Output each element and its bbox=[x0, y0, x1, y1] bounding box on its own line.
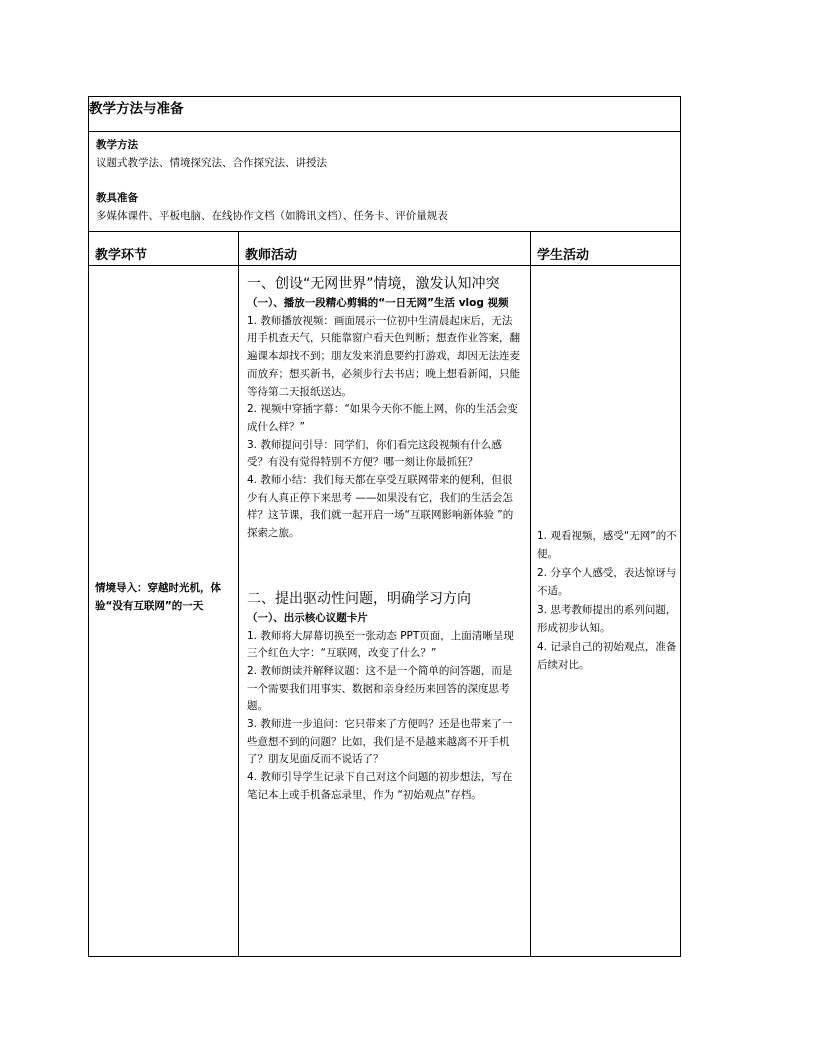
section-title: 教学方法与准备 bbox=[89, 97, 681, 132]
stage-cell bbox=[89, 266, 239, 957]
student-activity-cell bbox=[531, 266, 681, 957]
student-item: 3. 思考教师提出的系列问题，形成初步认知。 bbox=[537, 604, 677, 634]
part1-item: 4. 教师小结：我们每天都在享受互联网带来的便利，但很少有人真正停下来思考 ——如果没有它，我们的生活会怎样？这节课，我们就一起开启一场“互联网影响新体验 ”的探索之旅。 bbox=[247, 474, 514, 540]
methods-text: 议题式教学法、情境探究法、合作探究法、讲授法 bbox=[96, 157, 327, 169]
part2-title: 二、提出驱动性问题，明确学习方向 bbox=[247, 590, 471, 607]
part2-item: 3. 教师进一步追问：它只带来了方便吗？还是也带来了一些意想不到的问题？比如，我们是不是越来越离不开手机了？朋友见面反而不说话了？ bbox=[247, 718, 513, 766]
column-header-student: 学生活动 bbox=[531, 232, 681, 266]
student-item: 4. 记录自己的初始观点，准备后续对比。 bbox=[537, 641, 677, 671]
column-header-stage: 教学环节 bbox=[89, 232, 239, 266]
part1-item: 3. 教师提问引导：同学们，你们看完这段视频有什么感受？有没有觉得特别不方便？哪一刻让你最抓狂？ bbox=[247, 438, 502, 469]
part2-item: 1. 教师将大屏幕切换至一张动态 PPT页面，上面清晰呈现三个红色大字：“互联网，改变了什么？” bbox=[247, 629, 514, 660]
tools-label: 教具准备 bbox=[96, 192, 138, 204]
part2-item: 2. 教师朗读并解释议题：这不是一个简单的问答题，而是一个需要我们用事实、数据和亲身经历来回答的深度思考题。 bbox=[247, 664, 513, 713]
part2-subtitle: （一）、出示核心议题卡片 bbox=[247, 611, 368, 624]
methods-label: 教学方法 bbox=[96, 139, 138, 151]
stage-label: 情境导入：穿越时光机，体验“没有互联网”的一天 bbox=[95, 582, 221, 612]
methods-prep-cell bbox=[89, 132, 681, 232]
column-header-teacher: 教师活动 bbox=[239, 232, 531, 266]
part1-item: 1. 教师播放视频：画面展示一位初中生清晨起床后，无法用手机查天气，只能靠窗户看天色判断；想查作业答案，翻遍课本却找不到；朋友发来消息要约打游戏，却因无法连麦而放弃；想买新书，必须步行去书店；晚上想看新闻，只能等待第二天报纸送达。 bbox=[247, 314, 520, 398]
student-activity-list bbox=[537, 528, 677, 676]
tools-text: 多媒体课件、平板电脑、在线协作文档（如腾讯文档）、任务卡、评价量规表 bbox=[96, 210, 448, 222]
lesson-plan-table bbox=[88, 96, 681, 957]
part1-title: 一、创设“无网世界”情境，激发认知冲突 bbox=[247, 276, 500, 292]
teacher-activity-cell bbox=[239, 266, 531, 957]
student-item: 2. 分享个人感受，表达惊讶与不适。 bbox=[537, 567, 677, 597]
part1-item: 2. 视频中穿插字幕：“如果今天你不能上网，你的生活会变成什么样？” bbox=[247, 403, 518, 433]
student-item: 1. 观看视频，感受“无网”的不便。 bbox=[537, 530, 677, 560]
part1-subtitle: （一）、播放一段精心剪辑的“一日无网”生活 vlog 视频 bbox=[247, 297, 509, 309]
part2-item: 4. 教师引导学生记录下自己对这个问题的初步想法，写在笔记本上或手机备忘录里，作为 “初始观点”存档。 bbox=[247, 771, 513, 801]
